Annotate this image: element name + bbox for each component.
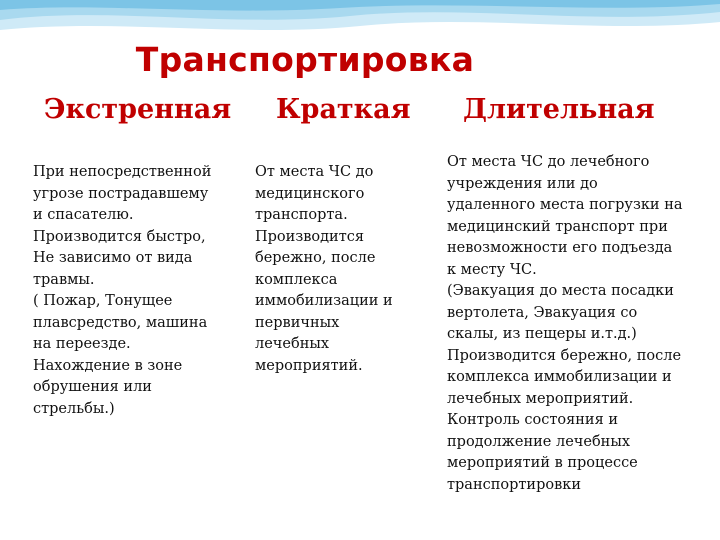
column-text-emergency: При непосредственной угрозе пострадавшему и спасателю. Производится быстро, Не зависимо от вида травмы. ( Пожар, Тонущее плавсредство, машина на переезде. Нахождение в зоне обрушения или стрельбы.) (33, 164, 212, 417)
decorative-wave-band (0, 0, 720, 40)
column-heading-short: Краткая (276, 94, 411, 125)
column-text-long: От места ЧС до лечебного учреждения или до удаленного места погрузки на медицинский транспорт при невозможности его подъезда к месту ЧС. (Эвакуация до места посадки вертолета, Эвакуация со скалы, из пещеры и.т.д.) Производится бережно, после комплекса иммобилизации и лечебных мероприятий. Контроль состояния и продолжение лечебных мероприятий в процессе транспортировки (447, 154, 683, 493)
column-heading-long: Длительная (463, 94, 655, 125)
wave-graphic (0, 0, 720, 40)
column-text-short: От места ЧС до медицинского транспорта. Производится бережно, после комплекса иммобилизации и первичных лечебных мероприятий. (255, 164, 393, 374)
slide-title: Транспортировка (135, 40, 475, 79)
column-heading-emergency: Экстренная (44, 94, 232, 125)
